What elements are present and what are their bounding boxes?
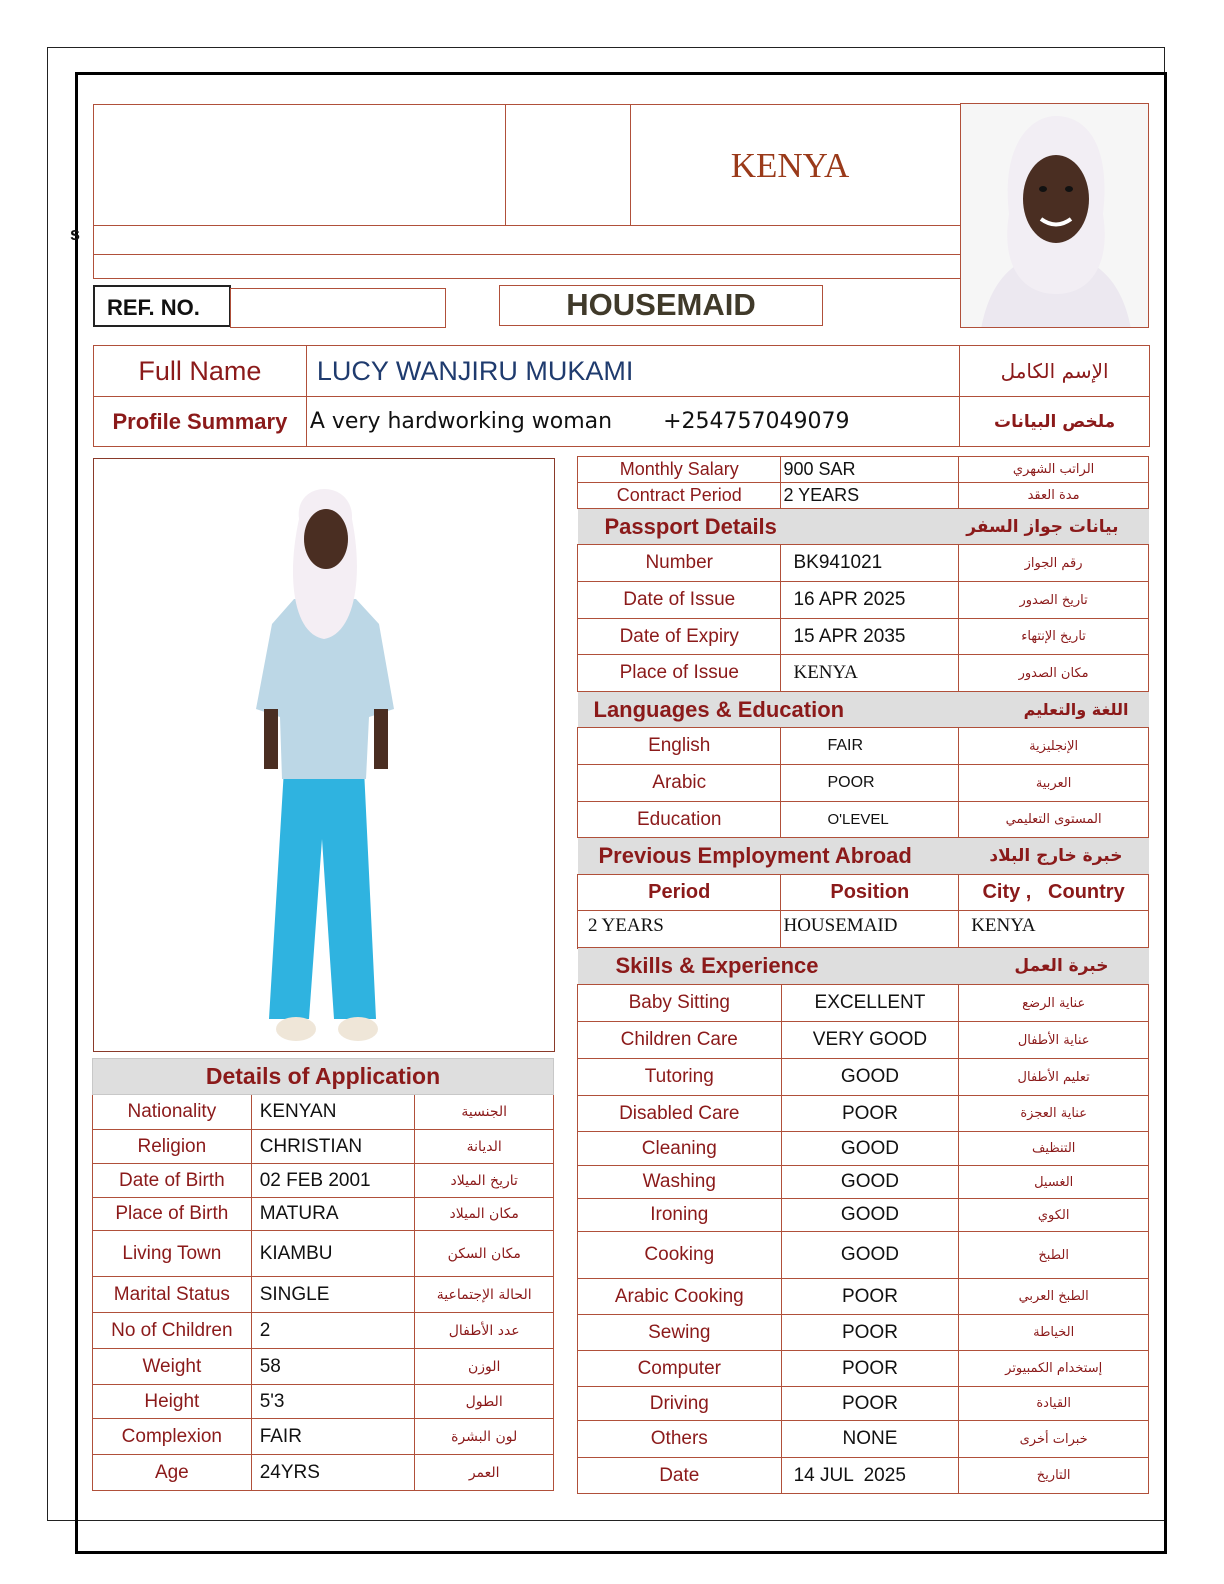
language-value: FAIR <box>781 728 959 765</box>
skill-value: GOOD <box>781 1132 959 1166</box>
employment-period: 2 YEARS <box>578 911 781 949</box>
application-ar: الديانة <box>415 1130 554 1164</box>
application-label: Date of Birth <box>93 1164 252 1198</box>
education-value: O'LEVEL <box>781 802 959 838</box>
salary-ar: الراتب الشهري <box>959 457 1149 483</box>
skill-label: Driving <box>578 1387 782 1421</box>
application-title: Details of Application <box>93 1059 554 1095</box>
passport-value: KENYA <box>781 655 959 692</box>
full-body-photo <box>93 458 555 1052</box>
portrait-photo <box>960 103 1149 328</box>
application-ar: مكان السكن <box>415 1231 554 1277</box>
application-value: FAIR <box>251 1419 415 1455</box>
passport-label: Place of Issue <box>578 655 781 692</box>
stray-mark: s <box>70 224 81 244</box>
full-name-label: Full Name <box>94 346 307 397</box>
skill-value: GOOD <box>781 1166 959 1199</box>
ref-label: REF. NO. <box>107 295 200 320</box>
ref-value-box <box>230 288 446 328</box>
skill-label: Disabled Care <box>578 1096 782 1132</box>
application-table <box>92 1058 554 1491</box>
passport-label: Date of Expiry <box>578 619 781 655</box>
profile-summary-value <box>306 397 959 447</box>
application-ar: تاريخ الميلاد <box>415 1164 554 1198</box>
header-row-2 <box>93 254 961 279</box>
passport-value: 16 APR 2025 <box>781 582 959 619</box>
application-ar: العمر <box>415 1455 554 1491</box>
skill-label: Others <box>578 1421 782 1458</box>
application-label: Living Town <box>93 1231 252 1277</box>
skill-label: Sewing <box>578 1315 782 1351</box>
employment-title-ar: خبرة خارج البلاد <box>959 838 1149 875</box>
skill-label: Computer <box>578 1351 782 1387</box>
application-label: Marital Status <box>93 1277 252 1313</box>
passport-ar: تاريخ الإنتهاء <box>959 619 1149 655</box>
skill-ar: عناية الرضع <box>959 985 1149 1022</box>
profile-summary-ar: ملخص البيانات <box>960 397 1150 447</box>
skill-ar: القيادة <box>959 1387 1149 1421</box>
employment-header-period: Period <box>578 875 781 911</box>
header-box-left <box>93 104 506 226</box>
name-profile-table <box>93 345 1150 447</box>
skill-label: Ironing <box>578 1199 782 1232</box>
date-value: 14 JUL 2025 <box>781 1458 959 1494</box>
date-ar: التاريخ <box>959 1458 1149 1494</box>
passport-value: 15 APR 2035 <box>781 619 959 655</box>
education-ar: المستوى التعليمي <box>959 802 1149 838</box>
skill-value: NONE <box>781 1421 959 1458</box>
skill-value: POOR <box>781 1279 959 1315</box>
date-label: Date <box>578 1458 782 1494</box>
skill-value: POOR <box>781 1351 959 1387</box>
contract-value: 2 YEARS <box>781 483 959 509</box>
education-label: Education <box>578 802 781 838</box>
employment-header-position: Position <box>781 875 959 911</box>
passport-value: BK941021 <box>781 545 959 582</box>
skill-ar: الغسيل <box>959 1166 1149 1199</box>
passport-label: Number <box>578 545 781 582</box>
languages-title-ar: اللغة والتعليم <box>959 692 1149 728</box>
skills-title-ar: خبرة العمل <box>959 948 1149 985</box>
application-ar: مكان الميلاد <box>415 1198 554 1231</box>
application-value: 24YRS <box>251 1455 415 1491</box>
skill-ar: خبرات أخرى <box>959 1421 1149 1458</box>
employment-position: HOUSEMAID <box>781 911 959 949</box>
skill-label: Cooking <box>578 1232 782 1279</box>
header-box-mid <box>505 104 631 226</box>
application-ar: لون البشرة <box>415 1419 554 1455</box>
skill-ar: الطبخ <box>959 1232 1149 1279</box>
language-ar: العربية <box>959 765 1149 802</box>
skill-value: POOR <box>781 1315 959 1351</box>
languages-title: Languages & Education <box>578 692 959 728</box>
application-value: KENYAN <box>251 1095 415 1130</box>
skill-value: POOR <box>781 1387 959 1421</box>
skill-value: GOOD <box>781 1059 959 1096</box>
header-row-1 <box>93 225 961 255</box>
skill-ar: إستخدام الكمبيوتر <box>959 1351 1149 1387</box>
employment-title: Previous Employment Abroad <box>578 838 959 875</box>
application-label: Complexion <box>93 1419 252 1455</box>
skill-ar: الخياطة <box>959 1315 1149 1351</box>
passport-ar: مكان الصدور <box>959 655 1149 692</box>
skill-ar: عناية الأطفال <box>959 1022 1149 1059</box>
application-ar: الطول <box>415 1385 554 1419</box>
application-value: SINGLE <box>251 1277 415 1313</box>
language-label: Arabic <box>578 765 781 802</box>
profile-summary-text: A very hardworking woman <box>309 409 613 434</box>
skill-value: POOR <box>781 1096 959 1132</box>
application-ar: الحالة الإجتماعية <box>415 1277 554 1313</box>
skill-value: EXCELLENT <box>781 985 959 1022</box>
language-ar: الإنجليزية <box>959 728 1149 765</box>
application-value: CHRISTIAN <box>251 1130 415 1164</box>
application-ar: عدد الأطفال <box>415 1313 554 1349</box>
salary-value: 900 SAR <box>781 457 959 483</box>
contract-ar: مدة العقد <box>959 483 1149 509</box>
skill-ar: التنظيف <box>959 1132 1149 1166</box>
passport-ar: رقم الجواز <box>959 545 1149 582</box>
skills-title: Skills & Experience <box>578 948 959 985</box>
application-label: Age <box>93 1455 252 1491</box>
application-value: 02 FEB 2001 <box>251 1164 415 1198</box>
passport-title: Passport Details <box>578 509 959 545</box>
application-value: 5'3 <box>251 1385 415 1419</box>
skill-label: Baby Sitting <box>578 985 782 1022</box>
full-name-ar: الإسم الكامل <box>960 346 1150 397</box>
contract-label: Contract Period <box>578 483 781 509</box>
skill-ar: عناية العجزة <box>959 1096 1149 1132</box>
skill-label: Children Care <box>578 1022 782 1059</box>
application-label: Height <box>93 1385 252 1419</box>
details-table <box>577 456 1149 949</box>
application-label: No of Children <box>93 1313 252 1349</box>
full-name-value: LUCY WANJIRU MUKAMI <box>306 346 959 397</box>
skill-label: Arabic Cooking <box>578 1279 782 1315</box>
application-label: Place of Birth <box>93 1198 252 1231</box>
salary-label: Monthly Salary <box>578 457 781 483</box>
skill-ar: الكوي <box>959 1199 1149 1232</box>
employment-header-location: City , Country <box>959 875 1149 911</box>
application-label: Nationality <box>93 1095 252 1130</box>
application-value: 58 <box>251 1349 415 1385</box>
passport-label: Date of Issue <box>578 582 781 619</box>
profile-phone: +254757049079 <box>663 409 850 434</box>
skill-label: Cleaning <box>578 1132 782 1166</box>
profile-summary-label: Profile Summary <box>94 397 307 447</box>
language-label: English <box>578 728 781 765</box>
application-label: Weight <box>93 1349 252 1385</box>
application-ar: الوزن <box>415 1349 554 1385</box>
employment-location: KENYA <box>959 911 1149 949</box>
skill-value: VERY GOOD <box>781 1022 959 1059</box>
skill-ar: تعليم الأطفال <box>959 1059 1149 1096</box>
skill-value: GOOD <box>781 1199 959 1232</box>
skill-label: Washing <box>578 1166 782 1199</box>
application-value: 2 <box>251 1313 415 1349</box>
language-value: POOR <box>781 765 959 802</box>
application-ar: الجنسية <box>415 1095 554 1130</box>
skills-table <box>577 947 1149 1494</box>
skill-label: Tutoring <box>578 1059 782 1096</box>
country-title: KENYA <box>730 146 850 185</box>
position-title: HOUSEMAID <box>566 287 756 322</box>
application-value: KIAMBU <box>251 1231 415 1277</box>
passport-title-ar: بيانات جواز السفر <box>959 509 1149 545</box>
application-value: MATURA <box>251 1198 415 1231</box>
passport-ar: تاريخ الصدور <box>959 582 1149 619</box>
skill-value: GOOD <box>781 1232 959 1279</box>
skill-ar: الطبخ العربي <box>959 1279 1149 1315</box>
application-label: Religion <box>93 1130 252 1164</box>
